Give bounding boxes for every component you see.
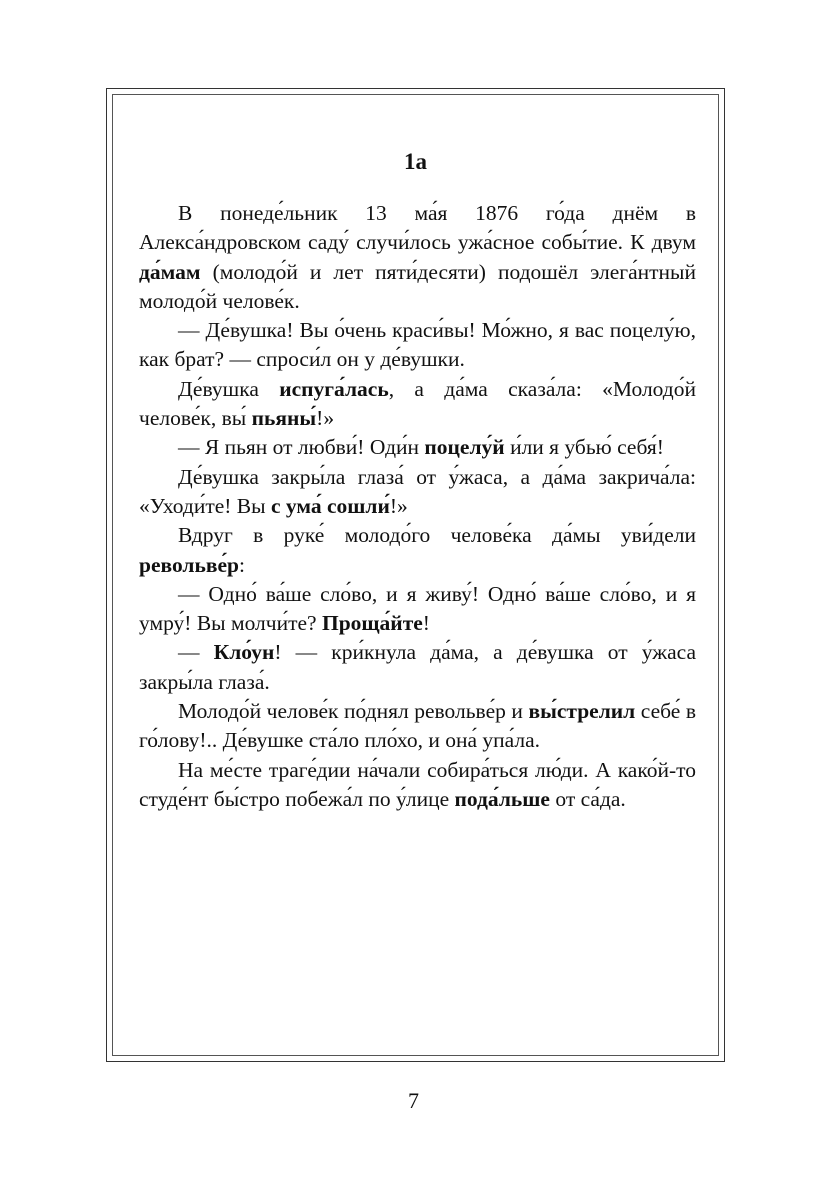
- bold-word: Кло́ун: [213, 640, 275, 665]
- paragraph: [139, 756, 696, 815]
- text-run: себе́ в го́лову!.. Де́вушке ста́ло пло́хо, и она́ упа́ла.: [139, 699, 696, 753]
- text-run: Де́вушка закры́ла глаза́ от у́жаса, а да́ма закрича́ла: «Уходи́те! Вы: [139, 464, 696, 518]
- paragraph: [139, 697, 696, 756]
- text-run: !»: [316, 406, 335, 431]
- bold-word: пода́льше: [454, 786, 550, 811]
- text-run: — Де́вушка! Вы о́чень краси́вы! Мо́жно, я вас поцелу́ю, как брат? — спроси́л он у де́вушки.: [139, 318, 696, 372]
- paragraph: [139, 199, 696, 316]
- text-run: — Одно́ ва́ше сло́во, и я живу́! Одно́ ва́ше сло́во, и я умру́! Вы молчи́те?: [139, 581, 696, 636]
- paragraph: [139, 521, 696, 580]
- page-number: 7: [408, 1088, 419, 1113]
- bold-word: поцелу́й: [424, 435, 505, 460]
- text-run: Молодо́й челове́к по́днял револьве́р и: [178, 699, 529, 724]
- text-run: от са́да.: [549, 786, 626, 811]
- paragraph: [139, 463, 696, 522]
- bold-word: Проща́йте: [321, 611, 423, 636]
- text-run: На ме́сте траге́дии на́чали собира́ться лю́ди. А како́й-то студе́нт бы́стро побежа́л по у́лице: [139, 757, 696, 811]
- paragraph: [139, 316, 696, 375]
- text-run: Вдруг в руке́ молодо́го челове́ка да́мы уви́дели: [178, 523, 696, 548]
- paragraph: [139, 433, 696, 462]
- bold-word: револьве́р: [139, 552, 239, 577]
- page-border: [106, 88, 725, 1062]
- text-run: , а да́ма сказа́ла: «Молодо́й челове́к, вы́: [139, 376, 696, 431]
- paragraph: [139, 580, 696, 639]
- bold-word: пьяны́: [251, 406, 317, 431]
- text-run: ! — кри́кнула да́ма, а де́вушка от у́жаса закры́ла глаза́.: [139, 640, 697, 694]
- page-inner-border: [112, 94, 719, 1056]
- text-run: и́ли я убью́ себя́!: [504, 435, 664, 460]
- bold-word: да́мам: [139, 259, 201, 284]
- bold-word: вы́стрелил: [528, 699, 636, 724]
- text-run: Де́вушка: [178, 376, 280, 401]
- bold-word: с ума́ сошли́: [270, 493, 390, 518]
- text-run: (молодо́й и лет пяти́десяти) подошёл элега́нтный молодо́й челове́к.: [139, 259, 696, 313]
- text-run: !: [422, 611, 430, 636]
- bold-word: испуга́лась: [279, 376, 389, 401]
- text-run: :: [238, 552, 245, 577]
- paragraph: [139, 638, 696, 697]
- chapter-title: 1а: [404, 149, 427, 174]
- text-run: В понеде́льник 13 ма́я 1876 го́да днём в Алекса́ндровском саду́ случи́лось ужа́сное собы́тие. К двум: [139, 201, 696, 255]
- text-run: —: [178, 640, 214, 665]
- paragraph: [139, 375, 696, 434]
- text-run: !»: [389, 493, 408, 518]
- text-run: — Я пьян от любви́! Оди́н: [178, 435, 425, 460]
- story-text: [139, 199, 696, 814]
